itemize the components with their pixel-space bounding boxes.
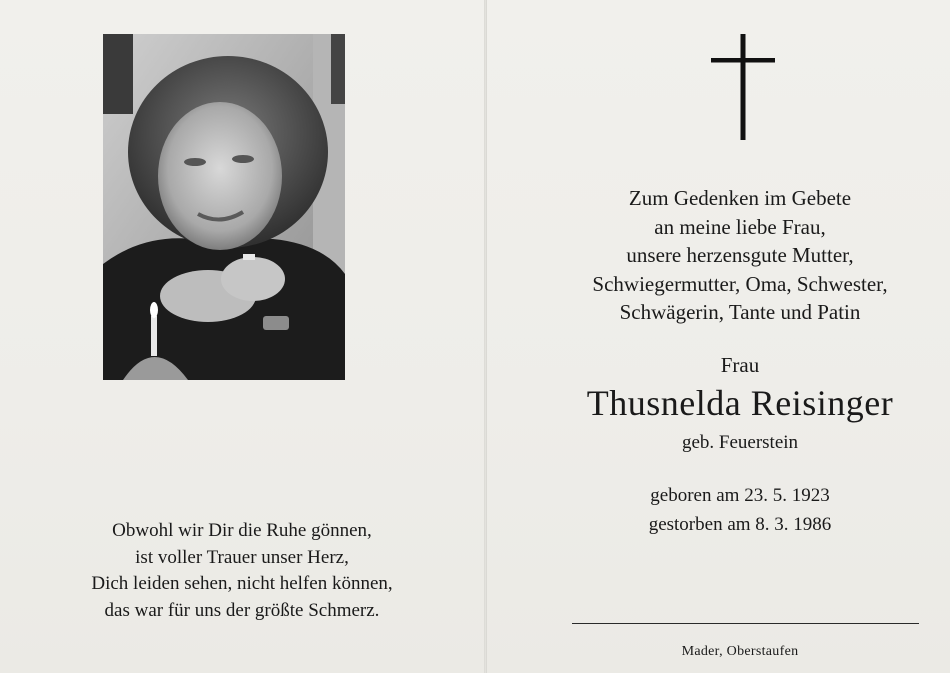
dedication-line: Schwägerin, Tante und Patin xyxy=(619,300,861,324)
dedication-line: Schwiegermutter, Oma, Schwester, xyxy=(592,271,888,296)
dedication-line: an meine liebe Frau, xyxy=(654,214,826,239)
death-date: gestorben am 8. 3. 1986 xyxy=(648,514,832,535)
verse-line: das war für uns der größte Schmerz. xyxy=(104,599,380,621)
verse-line: Obwohl wir Dir die Ruhe gönnen, xyxy=(112,520,372,541)
cross-icon xyxy=(711,34,775,140)
birth-date: geboren am 23. 5. 1923 xyxy=(650,485,830,506)
deceased-name: Thusnelda Reisinger xyxy=(586,383,894,423)
dedication-line: unsere herzensgute Mutter, xyxy=(626,243,854,267)
dedication-text xyxy=(540,184,940,327)
verse-line: ist voller Trauer unser Herz, xyxy=(135,546,349,568)
dedication-line: Zum Gedenken im Gebete xyxy=(628,186,852,210)
maiden-name: geb. Feuerstein xyxy=(681,432,799,453)
life-dates xyxy=(540,481,940,539)
portrait-photo xyxy=(103,34,345,380)
memorial-verse xyxy=(10,518,474,624)
verse-line: Dich leiden sehen, nicht helfen können, xyxy=(91,573,393,594)
printer-imprint: Mader, Oberstaufen xyxy=(681,644,799,659)
salutation: Frau xyxy=(720,353,760,377)
divider-line xyxy=(572,623,919,624)
